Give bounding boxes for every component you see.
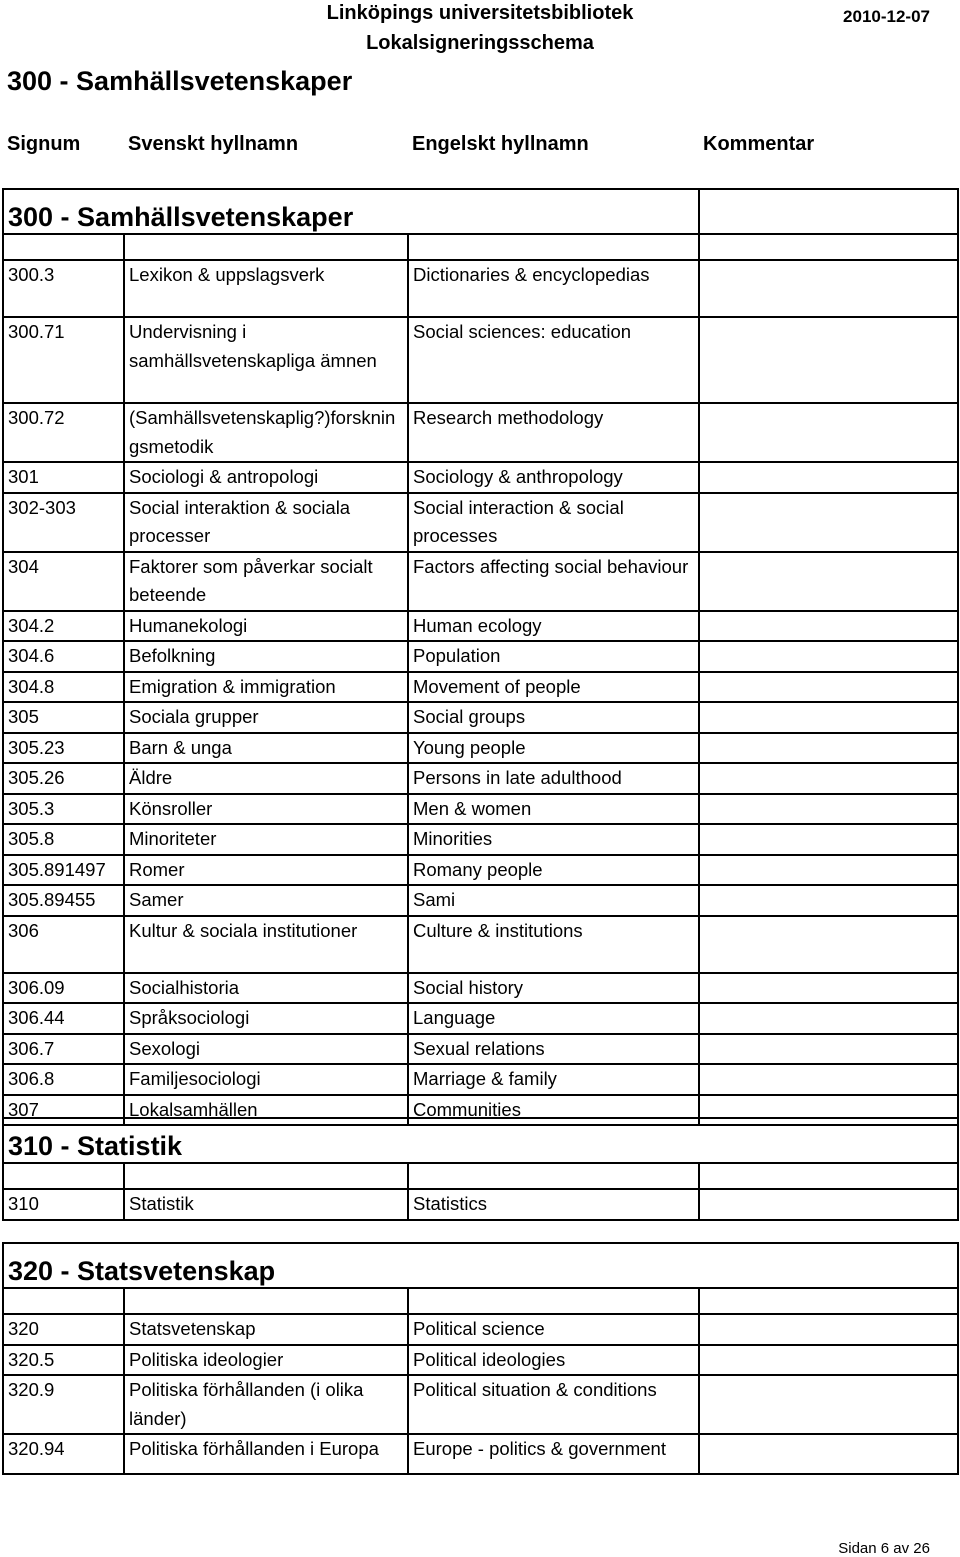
comment-cell <box>699 1064 958 1095</box>
en-name-cell: Language <box>408 1003 699 1034</box>
sv-name-cell: Lexikon & uppslagsverk <box>124 260 408 317</box>
en-name-cell: Communities <box>408 1095 699 1126</box>
en-name-cell: Persons in late adulthood <box>408 763 699 794</box>
document-date: 2010-12-07 <box>843 7 930 26</box>
en-name-cell: Men & women <box>408 794 699 825</box>
comment-cell <box>699 641 958 672</box>
comment-cell <box>699 611 958 642</box>
comment-cell <box>699 1189 958 1220</box>
sv-name-cell: Äldre <box>124 763 408 794</box>
en-name-cell: Social history <box>408 973 699 1004</box>
signum-cell: 306.7 <box>3 1034 124 1065</box>
comment-cell <box>699 1003 958 1034</box>
comment-cell <box>699 916 958 973</box>
en-name-cell: Political science <box>408 1314 699 1345</box>
sv-name-cell: Barn & unga <box>124 733 408 764</box>
comment-cell <box>699 317 958 403</box>
en-name-cell: Sociology & anthropology <box>408 462 699 493</box>
comment-cell <box>699 260 958 317</box>
sv-name-cell: Kultur & sociala institutioner <box>124 916 408 973</box>
page-number: Sidan 6 av 26 <box>838 1540 930 1557</box>
signum-cell: 305.26 <box>3 763 124 794</box>
column-header-engelskt: Engelskt hyllnamn <box>412 133 589 155</box>
comment-cell <box>699 462 958 493</box>
signum-cell: 305.8 <box>3 824 124 855</box>
signum-cell: 305.89455 <box>3 885 124 916</box>
signum-cell: 306 <box>3 916 124 973</box>
en-name-cell: Europe - politics & government <box>408 1434 699 1474</box>
sv-name-cell: Politiska ideologier <box>124 1345 408 1376</box>
sv-name-cell: Språksociologi <box>124 1003 408 1034</box>
en-name-cell: Population <box>408 641 699 672</box>
signum-cell: 300.71 <box>3 317 124 403</box>
signum-cell: 306.09 <box>3 973 124 1004</box>
en-name-cell: Human ecology <box>408 611 699 642</box>
comment-cell <box>699 403 958 462</box>
sv-name-cell: Sociologi & antropologi <box>124 462 408 493</box>
section-title: 320 - Statsvetenskap <box>3 1243 958 1288</box>
signum-cell: 320 <box>3 1314 124 1345</box>
signum-cell: 304 <box>3 552 124 611</box>
comment-cell <box>699 824 958 855</box>
signum-cell: 306.8 <box>3 1064 124 1095</box>
comment-cell <box>699 1314 958 1345</box>
section-table-310 <box>2 1117 959 1221</box>
en-name-cell: Social groups <box>408 702 699 733</box>
signum-cell: 305.891497 <box>3 855 124 886</box>
signum-cell: 300.72 <box>3 403 124 462</box>
comment-cell <box>699 855 958 886</box>
comment-cell <box>699 794 958 825</box>
section-title: 300 - Samhällsvetenskaper <box>3 189 699 234</box>
en-name-cell: Factors affecting social behaviour <box>408 552 699 611</box>
en-name-cell: Sami <box>408 885 699 916</box>
signum-cell: 307 <box>3 1095 124 1126</box>
signum-cell: 302-303 <box>3 493 124 552</box>
comment-cell <box>699 973 958 1004</box>
sv-name-cell: Undervisning i samhällsvetenskapliga ämnen <box>124 317 408 403</box>
signum-cell: 304.2 <box>3 611 124 642</box>
sv-name-cell: Socialhistoria <box>124 973 408 1004</box>
en-name-cell: Movement of people <box>408 672 699 703</box>
signum-cell: 320.9 <box>3 1375 124 1434</box>
comment-cell <box>699 763 958 794</box>
sv-name-cell: Social interaktion & sociala processer <box>124 493 408 552</box>
sv-name-cell: Lokalsamhällen <box>124 1095 408 1126</box>
en-name-cell: Political situation & conditions <box>408 1375 699 1434</box>
library-title: Linköpings universitetsbibliotek <box>326 2 634 24</box>
sv-name-cell: Statistik <box>124 1189 408 1220</box>
signum-cell: 305 <box>3 702 124 733</box>
sv-name-cell: Sexologi <box>124 1034 408 1065</box>
en-name-cell: Political ideologies <box>408 1345 699 1376</box>
sv-name-cell: Politiska förhållanden i Europa <box>124 1434 408 1474</box>
sv-name-cell: Romer <box>124 855 408 886</box>
document-subtitle: Lokalsigneringsschema <box>366 32 594 54</box>
sv-name-cell: Minoriteter <box>124 824 408 855</box>
sv-name-cell: Samer <box>124 885 408 916</box>
en-name-cell: Young people <box>408 733 699 764</box>
comment-cell <box>699 1375 958 1434</box>
sv-name-cell: Befolkning <box>124 641 408 672</box>
en-name-cell: Marriage & family <box>408 1064 699 1095</box>
comment-cell <box>699 1345 958 1376</box>
sv-name-cell: Humanekologi <box>124 611 408 642</box>
comment-cell <box>699 733 958 764</box>
en-name-cell: Dictionaries & encyclopedias <box>408 260 699 317</box>
sv-name-cell: Statsvetenskap <box>124 1314 408 1345</box>
signum-cell: 300.3 <box>3 260 124 317</box>
page-heading: 300 - Samhällsvetenskaper <box>7 66 353 96</box>
en-name-cell: Minorities <box>408 824 699 855</box>
signum-cell: 305.23 <box>3 733 124 764</box>
comment-cell <box>699 1434 958 1474</box>
signum-cell: 304.6 <box>3 641 124 672</box>
section-title: 310 - Statistik <box>3 1118 958 1163</box>
comment-cell <box>699 885 958 916</box>
signum-cell: 304.8 <box>3 672 124 703</box>
signum-cell: 306.44 <box>3 1003 124 1034</box>
comment-cell <box>699 552 958 611</box>
comment-cell <box>699 493 958 552</box>
sv-name-cell: Faktorer som påverkar socialt beteende <box>124 552 408 611</box>
section-table-300 <box>2 188 959 1126</box>
column-header-svenskt: Svenskt hyllnamn <box>128 133 299 155</box>
sv-name-cell: Sociala grupper <box>124 702 408 733</box>
signum-cell: 310 <box>3 1189 124 1220</box>
comment-cell <box>699 1034 958 1065</box>
signum-cell: 320.5 <box>3 1345 124 1376</box>
sv-name-cell: Emigration & immigration <box>124 672 408 703</box>
comment-cell <box>699 672 958 703</box>
section-table-320 <box>2 1242 959 1475</box>
en-name-cell: Statistics <box>408 1189 699 1220</box>
en-name-cell: Research methodology <box>408 403 699 462</box>
en-name-cell: Social sciences: education <box>408 317 699 403</box>
en-name-cell: Culture & institutions <box>408 916 699 973</box>
signum-cell: 301 <box>3 462 124 493</box>
comment-cell <box>699 702 958 733</box>
column-header-kommentar: Kommentar <box>703 133 815 155</box>
en-name-cell: Romany people <box>408 855 699 886</box>
signum-cell: 305.3 <box>3 794 124 825</box>
column-header-signum: Signum <box>7 133 81 155</box>
en-name-cell: Sexual relations <box>408 1034 699 1065</box>
sv-name-cell: Familjesociologi <box>124 1064 408 1095</box>
sv-name-cell: Könsroller <box>124 794 408 825</box>
en-name-cell: Social interaction & social processes <box>408 493 699 552</box>
signum-cell: 320.94 <box>3 1434 124 1474</box>
sv-name-cell: (Samhällsvetenskaplig?)forskningsmetodik <box>124 403 408 462</box>
sv-name-cell: Politiska förhållanden (i olika länder) <box>124 1375 408 1434</box>
